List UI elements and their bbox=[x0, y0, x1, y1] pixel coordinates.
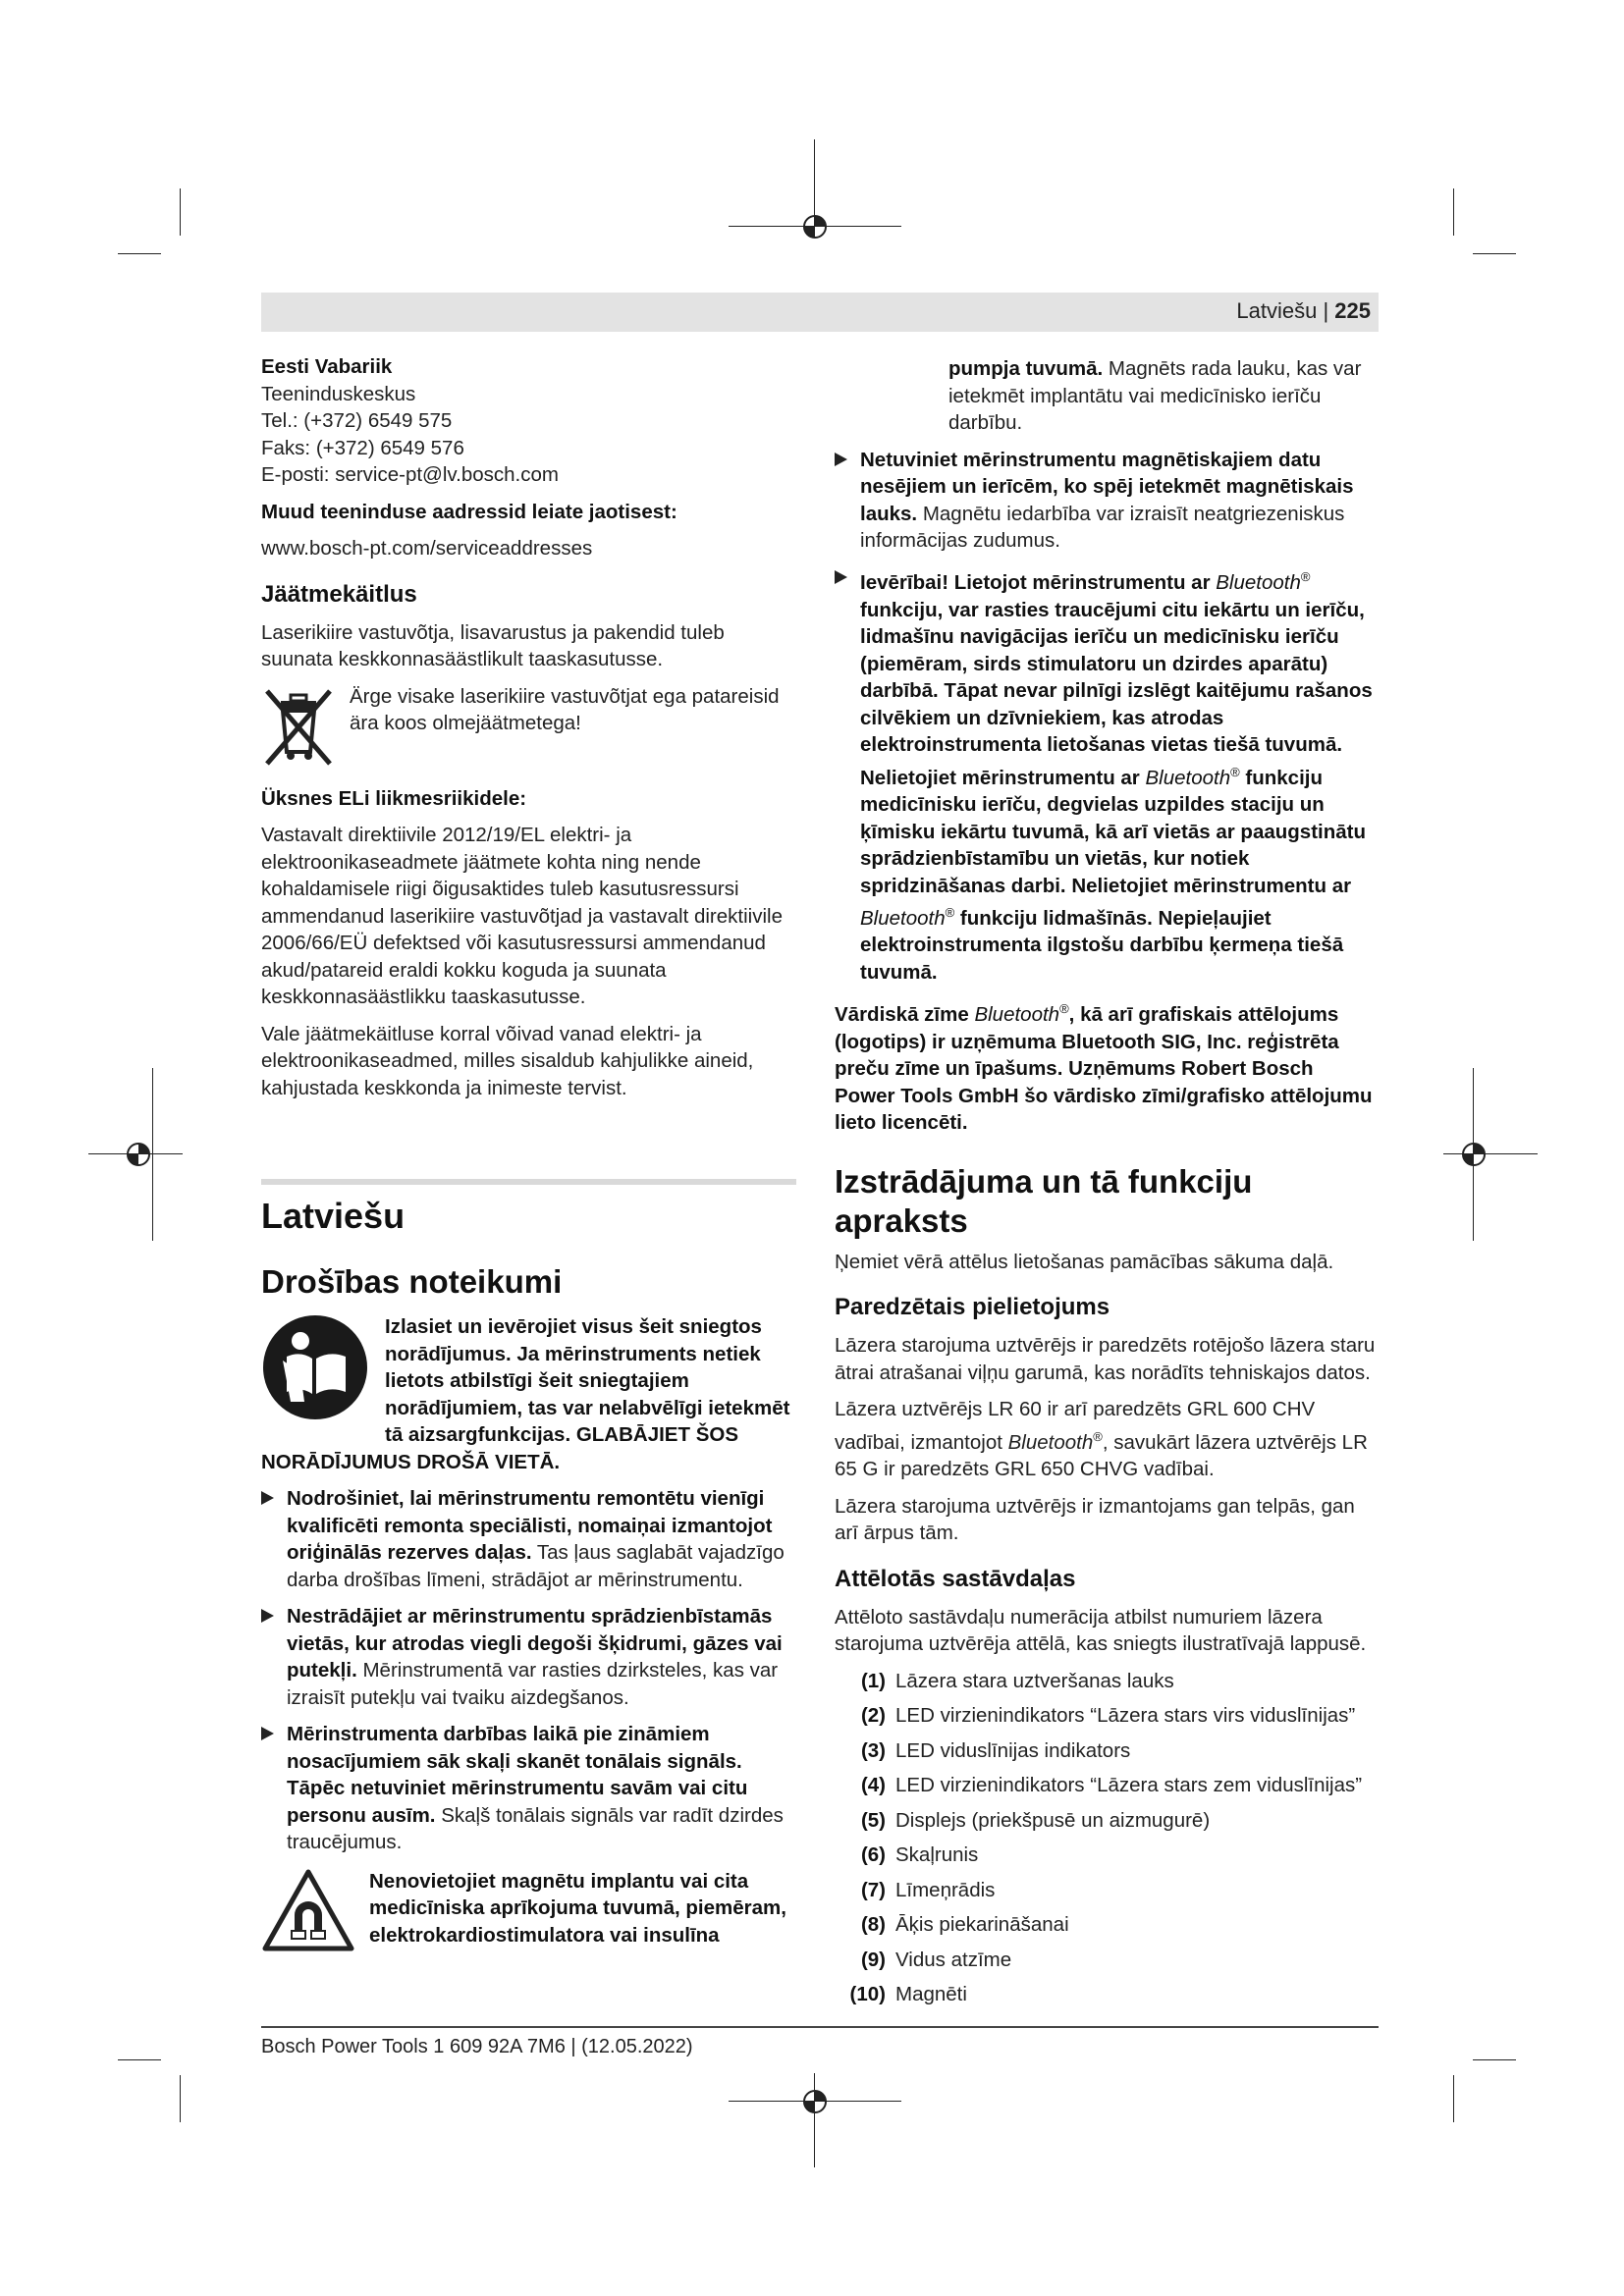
component-label: LED virzienindikators “Lāzera stars virs viduslīnijas” bbox=[895, 1704, 1356, 1728]
component-item bbox=[835, 1947, 1377, 1974]
eu-text-2: Vale jäätmekäitluse korral võivad vanad elektri- ja elektroonikaseadmed, milles sisaldub kahjulikke aineid, kahjustada keskkonda ja inimeste tervist. bbox=[261, 1022, 754, 1099]
intended-use-text-1: Lāzera starojuma uztvērējs ir paredzēts rotējošo lāzera staru ātrai atrašanai viļņu garumā, kas norādīts tehniskajos datos. bbox=[835, 1334, 1376, 1384]
component-item bbox=[835, 1772, 1377, 1799]
component-label: Āķis piekarināšanai bbox=[895, 1913, 1069, 1937]
reg-mark: ® bbox=[1230, 764, 1240, 779]
disposal-heading: Jäätmekäitlus bbox=[261, 580, 417, 608]
left-column-lower bbox=[261, 1196, 799, 1952]
contact-country: Eesti Vabariik bbox=[261, 355, 393, 378]
intended-use-text-2a: Lāzera uztvērējs LR 60 ir arī paredzēts GRL 600 CHV vadībai, izmantojot bbox=[835, 1398, 1316, 1454]
bullet-text: Skaļš tonālais signāls var radīt dzirdes traucējumus. bbox=[287, 1803, 784, 1853]
reg-mark: ® bbox=[1300, 569, 1311, 585]
component-label: Magnēti bbox=[895, 1983, 967, 2006]
safety-intro-text: Izlasiet un ievērojiet visus šeit sniegtos norādījumus. Ja mērinstruments netiek lietots atbilstīgi šeit sniegtajiem norādījumiem, tas var nelabvēlīgi ietekmēt tā aizsargfunkcijas. GLABĀJIET ŠOS NORĀDĪJUMUS DROŠĀ VIETĀ. bbox=[261, 1315, 790, 1473]
magnet-warning-icon bbox=[261, 1868, 355, 1952]
bt-text-a: Ievērībai! Lietojot mērinstrumentu ar bbox=[860, 571, 1217, 595]
component-number: (9) bbox=[860, 1948, 886, 1971]
component-item bbox=[835, 1702, 1377, 1730]
crop-mark bbox=[118, 2059, 161, 2060]
eu-heading: Üksnes ELi liikmesriikidele: bbox=[261, 786, 527, 810]
component-label: Skaļrunis bbox=[895, 1843, 979, 1867]
service-addresses-link[interactable]: www.bosch-pt.com/serviceaddresses bbox=[261, 537, 593, 560]
crossed-bin-icon bbox=[261, 683, 336, 768]
component-label: Displejs (priekšpusē un aizmugurē) bbox=[895, 1808, 1211, 1832]
component-item bbox=[835, 1737, 1377, 1765]
running-header: Latviešu | 225 bbox=[1236, 298, 1371, 323]
registration-mark-left bbox=[88, 1068, 187, 1241]
crop-mark bbox=[118, 253, 161, 254]
intended-use-heading: Paredzētais pielietojums bbox=[835, 1294, 1110, 1321]
component-item bbox=[835, 1668, 1377, 1695]
component-item bbox=[835, 1807, 1377, 1835]
reg-mark: ® bbox=[945, 905, 955, 921]
safety-bullet bbox=[261, 1721, 799, 1856]
description-title: Izstrādājuma un tā funkciju apraksts bbox=[835, 1162, 1253, 1239]
component-number: (4) bbox=[860, 1774, 886, 1797]
registration-mark-top bbox=[729, 139, 901, 238]
bt-text-d: funkciju lidmašīnās. Nepieļaujiet elektroinstrumenta ilgstošu darbību ķermeņa tiešā tuvumā. bbox=[860, 906, 1344, 984]
crop-mark bbox=[180, 188, 181, 236]
contact-tel: Tel.: (+372) 6549 575 bbox=[261, 409, 453, 432]
reg-mark: ® bbox=[1093, 1428, 1103, 1444]
page-number: 225 bbox=[1334, 298, 1371, 323]
component-label: LED viduslīnijas indikators bbox=[895, 1738, 1131, 1762]
footer-text: Bosch Power Tools 1 609 92A 7M6 | (12.05.2022) bbox=[261, 2036, 693, 2057]
components-text: Attēloto sastāvdaļu numerācija atbilst numuriem lāzera starojuma uztvērēja attēlā, kas sniegts ilustratīvajā lappusē. bbox=[835, 1605, 1367, 1656]
safety-title: Drošības noteikumi bbox=[261, 1263, 563, 1300]
crop-mark bbox=[1473, 2059, 1516, 2060]
component-number: (10) bbox=[849, 1983, 886, 2006]
magnet-warning-text: Nenovietojiet magnētu implantu vai cita medicīniska aprīkojuma tuvumā, piemēram, elektrokardiostimulatora vai insulīna bbox=[369, 1869, 786, 1947]
bluetooth-warning bbox=[835, 564, 1377, 987]
component-number: (2) bbox=[860, 1704, 886, 1728]
component-number: (1) bbox=[860, 1669, 886, 1692]
registration-mark-bottom bbox=[729, 2073, 901, 2171]
eu-text: Vastavalt direktiivile 2012/19/EL elektri- ja elektroonikaseadmete jäätmete kohta ning nende kohaldamisele riigi õigusaktides tuleb kasutusressursi ammendanud laserikiire vastuvõtjad ja vastavalt direktiivile 2006/66/EÜ defektsed või kasutusressursi ammendanud akud/patareid eraldi kokku koguda ja suunata keskkonnasäästlikku taaskasutusse. bbox=[261, 824, 783, 1008]
disposal-text: Laserikiire vastuvõtja, lisavarustus ja pakendid tuleb suunata keskkonnasäästlikult taaskasutusse. bbox=[261, 620, 725, 670]
component-item bbox=[835, 1877, 1377, 1904]
section-title: Latviešu bbox=[261, 1196, 406, 1236]
component-item bbox=[835, 1981, 1377, 2008]
bt-italic: Bluetooth bbox=[860, 906, 946, 930]
bt-italic: Bluetooth bbox=[1216, 571, 1301, 595]
contact-fax: Faks: (+372) 6549 576 bbox=[261, 436, 464, 459]
bullet-text: Tas ļaus saglabāt vajadzīgo darba drošības līmeni, strādājot ar mērinstrumentu. bbox=[287, 1541, 785, 1591]
bullet-bold: Nestrādājiet ar mērinstrumentu sprādzienbīstamās vietās, kur atrodas viegli degoši šķidrumi, gāzes vai putekļi. bbox=[287, 1605, 783, 1682]
component-item bbox=[835, 1842, 1377, 1869]
crop-mark bbox=[1453, 188, 1454, 236]
other-addresses-heading: Muud teeninduse aadressid leiate jaotisest: bbox=[261, 500, 677, 523]
crop-mark bbox=[1473, 253, 1516, 254]
safety-bullet bbox=[261, 1485, 799, 1593]
contact-block bbox=[261, 353, 801, 489]
bullet-bold: Netuviniet mērinstrumentu magnētiskajiem datu nesējiem un ierīcēm, ko spēj ietekmēt magnētiskais lauks. bbox=[860, 448, 1354, 525]
component-number: (3) bbox=[860, 1738, 886, 1762]
bt-text-c: funkciju medicīnisku ierīču, degvielas uzpildes staciju un ķīmisku iekārtu tuvumā, kā arī vietās ar paaugstinātu sprādzienbīstamību un vietās, kur notiek spridzināšanas darbi. Nelietojiet mērinstrumentu ar bbox=[860, 766, 1366, 897]
components-heading: Attēlotās sastāvdaļas bbox=[835, 1565, 1076, 1592]
crop-mark bbox=[180, 2075, 181, 2122]
disposal-icon-row bbox=[261, 683, 801, 768]
trademark-text-b: , kā arī grafiskais attēlojums (logotips) ir uzņēmuma Bluetooth SIG, Inc. reģistrēta preču zīme un īpašums. Uzņēmums Robert Bosch Power Tools GmbH šo vārdisko zīmi/grafisko attēlojumu lieto licencēti. bbox=[835, 1003, 1373, 1135]
bt-italic: Bluetooth bbox=[1007, 1430, 1094, 1454]
bullet-text: Mērinstrumentā var rasties dzirksteles, kas var izraisīt putekļu vai tvaiku aizdegšanos. bbox=[287, 1659, 779, 1709]
trademark-text-a: Vārdiskā zīme bbox=[835, 1003, 975, 1027]
contact-center: Teeninduskeskus bbox=[261, 382, 416, 405]
safety-intro bbox=[261, 1313, 799, 1475]
component-item bbox=[835, 1911, 1377, 1939]
contact-email[interactable]: E-posti: service-pt@lv.bosch.com bbox=[261, 463, 559, 486]
right-column bbox=[835, 355, 1377, 2016]
components-list bbox=[835, 1668, 1377, 2008]
component-label: LED virzienindikators “Lāzera stars zem viduslīnijas” bbox=[895, 1774, 1363, 1797]
intended-use-text-2b: , savukārt lāzera uztvērējs LR 65 G ir paredzēts GRL 650 CHVG vadībai. bbox=[835, 1430, 1368, 1481]
magnet-continued-bold: pumpja tuvumā. bbox=[948, 357, 1104, 380]
component-number: (6) bbox=[860, 1843, 886, 1867]
component-number: (5) bbox=[860, 1808, 886, 1832]
registration-mark-right bbox=[1439, 1068, 1538, 1241]
component-label: Lāzera stara uztveršanas lauks bbox=[895, 1669, 1174, 1692]
bullet-bold: Mērinstrumenta darbības laikā pie zināmiem nosacījumiem sāk skaļi skanēt tonālais signāls. Tāpēc netuviniet mērinstrumentu savām vai citu personu ausīm. bbox=[287, 1723, 748, 1827]
intended-use-text-3: Lāzera starojuma uztvērējs ir izmantojams gan telpās, gan arī ārpus tām. bbox=[835, 1494, 1355, 1545]
left-column bbox=[261, 353, 801, 1111]
safety-bullet bbox=[261, 1603, 799, 1711]
component-number: (7) bbox=[860, 1878, 886, 1901]
component-label: Līmeņrādis bbox=[895, 1878, 996, 1901]
header-language: Latviešu bbox=[1236, 298, 1318, 323]
bt-text-b: funkciju, var rasties traucējumi citu iekārtu un ierīču, lidmašīnu navigācijas ierīču un medicīnisku ierīču (piemēram, sirds stimulatoru un dzirdes aparātu) darbībā. Tāpat nevar pilnīgi izslēgt kaitējumu rašanos cilvēkiem un dzīvniekiem, kas atrodas elektroinstrumenta lietošanas vietas tiešā tuvumā. Nelietojiet mērinstrumentu ar bbox=[860, 598, 1373, 789]
bullet-text: Magnētu iedarbība var izraisīt neatgriezeniskus informācijas zudumus. bbox=[860, 502, 1345, 552]
magnet-warning-row bbox=[261, 1868, 799, 1952]
safety-bullet bbox=[835, 447, 1377, 555]
bullet-bold: Nodrošiniet, lai mērinstrumentu remontētu vienīgi kvalificēti remonta speciālisti, nomaiņai izmantojot oriģinālās rezerves daļas. bbox=[287, 1487, 773, 1564]
magnet-continued-text: Magnēts rada lauku, kas var ietekmēt implantātu vai medicīnisko ierīču darbību. bbox=[948, 357, 1362, 434]
component-number: (8) bbox=[860, 1913, 886, 1937]
reg-mark: ® bbox=[1059, 1001, 1069, 1017]
bt-italic: Bluetooth bbox=[974, 1003, 1060, 1027]
bt-italic: Bluetooth bbox=[1145, 766, 1231, 789]
crop-mark bbox=[1453, 2075, 1454, 2122]
section-rule bbox=[261, 1179, 796, 1185]
disposal-icon-text: Ärge visake laserikiire vastuvõtjat ega patareisid ära koos olmejäätmetega! bbox=[350, 684, 780, 734]
description-note: Ņemiet vērā attēlus lietošanas pamācības sākuma daļā. bbox=[835, 1250, 1334, 1273]
read-manual-icon bbox=[261, 1313, 369, 1421]
footer-rule bbox=[261, 2026, 1379, 2028]
component-label: Vidus atzīme bbox=[895, 1948, 1012, 1971]
header-band bbox=[261, 293, 1379, 332]
